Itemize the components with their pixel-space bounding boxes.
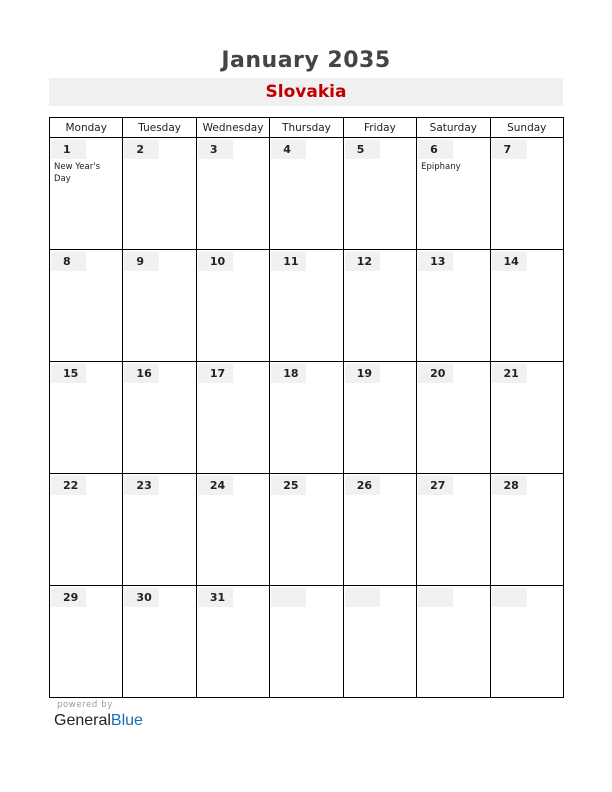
day-cell	[490, 586, 563, 698]
day-cell	[490, 362, 563, 474]
day-number: 7	[492, 140, 527, 159]
day-number: 9	[124, 252, 159, 271]
day-cell	[123, 250, 196, 362]
page-title: January 2035	[221, 48, 391, 73]
day-cell	[196, 474, 269, 586]
weekday-header: Saturday	[417, 118, 490, 138]
day-cell	[50, 586, 123, 698]
day-number: 18	[271, 364, 306, 383]
day-cell	[50, 362, 123, 474]
weekday-header: Thursday	[270, 118, 343, 138]
day-number	[418, 588, 453, 607]
day-cell	[343, 362, 416, 474]
day-number: 19	[345, 364, 380, 383]
day-number: 6	[418, 140, 453, 159]
week-row	[50, 586, 564, 698]
day-cell	[343, 586, 416, 698]
day-cell	[50, 138, 123, 250]
weekday-header-row	[50, 118, 564, 138]
day-number	[345, 588, 380, 607]
day-number: 11	[271, 252, 306, 271]
country-banner: Slovakia	[49, 78, 563, 106]
day-number	[271, 588, 306, 607]
day-number: 25	[271, 476, 306, 495]
day-cell	[417, 362, 490, 474]
day-number: 23	[124, 476, 159, 495]
day-cell	[417, 474, 490, 586]
day-cell	[270, 362, 343, 474]
day-number: 14	[492, 252, 527, 271]
day-cell	[123, 362, 196, 474]
day-cell	[490, 474, 563, 586]
day-number: 29	[51, 588, 86, 607]
holiday-label: New Year's Day	[54, 162, 101, 184]
day-cell	[490, 138, 563, 250]
day-cell	[196, 250, 269, 362]
day-cell	[196, 586, 269, 698]
day-number: 16	[124, 364, 159, 383]
day-number: 5	[345, 140, 380, 159]
calendar-body	[50, 138, 564, 698]
week-row	[50, 138, 564, 250]
day-cell	[196, 138, 269, 250]
day-cell	[50, 250, 123, 362]
day-number: 17	[198, 364, 233, 383]
day-cell	[270, 474, 343, 586]
day-cell	[490, 250, 563, 362]
weekday-header: Tuesday	[123, 118, 196, 138]
day-number: 12	[345, 252, 380, 271]
day-number: 28	[492, 476, 527, 495]
brand-part-general: General	[54, 712, 111, 729]
day-cell	[123, 138, 196, 250]
day-number: 31	[198, 588, 233, 607]
day-cell	[270, 586, 343, 698]
day-number: 4	[271, 140, 306, 159]
week-row	[50, 474, 564, 586]
day-cell	[50, 474, 123, 586]
day-cell	[343, 250, 416, 362]
day-cell	[196, 362, 269, 474]
day-cell	[343, 138, 416, 250]
day-cell	[123, 586, 196, 698]
weekday-header: Wednesday	[196, 118, 269, 138]
day-number	[492, 588, 527, 607]
day-number: 1	[51, 140, 86, 159]
day-number: 13	[418, 252, 453, 271]
day-number: 27	[418, 476, 453, 495]
day-number: 24	[198, 476, 233, 495]
calendar-grid	[49, 117, 564, 698]
generalblue-logo[interactable]	[54, 712, 143, 730]
day-cell	[417, 250, 490, 362]
day-number: 22	[51, 476, 86, 495]
weekday-header: Monday	[50, 118, 123, 138]
day-cell	[343, 474, 416, 586]
day-cell	[417, 586, 490, 698]
week-row	[50, 250, 564, 362]
day-cell	[123, 474, 196, 586]
powered-by-label: powered by	[57, 700, 113, 710]
day-number: 8	[51, 252, 86, 271]
holiday-label: Epiphany	[421, 162, 461, 172]
weekday-header: Sunday	[490, 118, 563, 138]
brand-part-blue: Blue	[110, 712, 143, 729]
day-number: 2	[124, 140, 159, 159]
day-cell	[270, 138, 343, 250]
day-number: 20	[418, 364, 453, 383]
day-cell	[270, 250, 343, 362]
weekday-header: Friday	[343, 118, 416, 138]
week-row	[50, 362, 564, 474]
day-number: 15	[51, 364, 86, 383]
day-cell	[417, 138, 490, 250]
day-number: 10	[198, 252, 233, 271]
day-number: 21	[492, 364, 527, 383]
day-number: 26	[345, 476, 380, 495]
day-number: 30	[124, 588, 159, 607]
day-number: 3	[198, 140, 233, 159]
